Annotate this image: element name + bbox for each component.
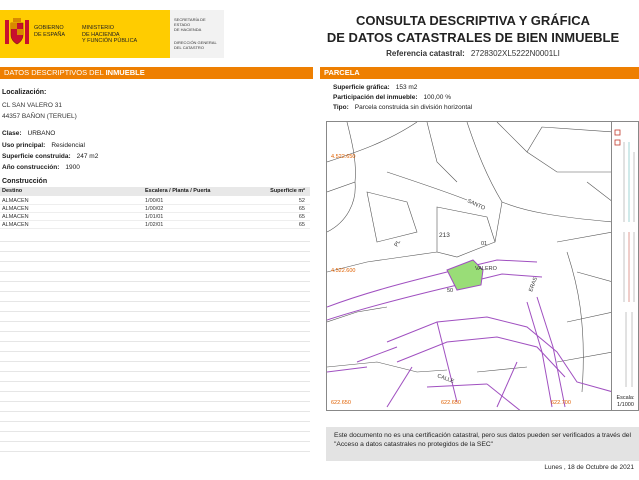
graphic-area-value: 153 m2 [395, 84, 418, 91]
ministry-line-2: DE HACIENDA [82, 31, 120, 38]
row-destino: ALMACEN [2, 222, 29, 228]
map-label-valero: VALERO [475, 266, 497, 272]
property-bar-prefix: DATOS DESCRIPTIVOS DEL [4, 68, 106, 77]
map-label-coord-y2: 4.522.600 [331, 268, 356, 274]
property-section-bar [0, 67, 313, 79]
class-field [2, 130, 55, 137]
title-line-1: CONSULTA DESCRIPTIVA Y GRÁFICA [355, 13, 590, 28]
map-label-coord-x1: 622.650 [441, 400, 461, 406]
map-legend-drawing [612, 122, 639, 412]
table-row [0, 213, 310, 221]
secretariat-title [174, 17, 222, 32]
map-legend [612, 121, 639, 411]
scale-label: Escala: [616, 395, 635, 401]
map-label-coord-y3: 622.650 [331, 400, 351, 406]
map-label-pl: PL [393, 239, 403, 248]
document-title [318, 12, 628, 46]
government-logo [0, 10, 170, 58]
title-line-2: DE DATOS CATASTRALES DE BIEN INMUEBLE [326, 30, 620, 45]
cadastral-reference-value: 2728302XL5222N0001LI [470, 49, 560, 58]
built-area-value: 247 m2 [76, 153, 99, 160]
spain-coat-of-arms-icon [4, 17, 30, 49]
cadastral-map[interactable] [326, 121, 612, 411]
table-row [0, 197, 310, 205]
parcel-bar-label: PARCELA [324, 68, 360, 77]
cadastral-map-drawing [327, 122, 612, 411]
scale-value: 1/1000 [617, 402, 634, 408]
header-escalera: Escalera / Planta / Puerta [145, 188, 211, 194]
location-label: Localización: [2, 89, 47, 96]
graphic-area-label: Superficie gráfica: [333, 84, 390, 91]
row-escalera: 1/02/01 [145, 222, 164, 228]
gov-line-2: DE ESPAÑA [34, 31, 66, 38]
government-name [34, 25, 65, 38]
row-destino: ALMACEN [2, 214, 29, 220]
directorate-line-2: DEL CATASTRO [174, 45, 204, 50]
header-destino: Destino [2, 188, 23, 194]
map-label-eras: ERAS [528, 276, 540, 293]
highlighted-parcel [447, 260, 483, 290]
year-label: Año construcción: [2, 164, 60, 171]
row-destino: ALMACEN [2, 198, 29, 204]
row-superficie: 65 [298, 206, 305, 212]
row-superficie: 65 [298, 222, 305, 228]
property-details [0, 80, 312, 452]
gov-line-1: GOBIERNO [34, 25, 64, 31]
secretariat-line-1: SECRETARÍA DE ESTADO [174, 17, 206, 27]
empty-table-lines [0, 232, 310, 452]
participation-value: 100,00 % [423, 94, 451, 101]
map-label-calle: CALLE [436, 373, 455, 385]
disclaimer-box: Este documento no es una certificación catastral, pero sus datos pueden ser verificados a través del "Acceso a datos catastrales no protegidos de la SEC" [326, 427, 639, 461]
cadastral-reference [318, 49, 628, 58]
map-label-parcel-01: 01 [481, 241, 488, 247]
header-superficie: Superficie m² [270, 188, 305, 194]
type-label: Tipo: [333, 104, 349, 111]
type-field [333, 104, 472, 111]
map-label-parcel-50: 50 [447, 288, 454, 294]
address-line-1: CL SAN VALERO 31 [2, 102, 62, 109]
row-destino: ALMACEN [2, 206, 29, 212]
year-field [2, 164, 80, 171]
construction-table-header [0, 187, 310, 196]
graphic-area-field [333, 84, 417, 91]
secretariat-box [170, 10, 224, 58]
directorate-line-1: DIRECCIÓN GENERAL [174, 40, 217, 45]
row-superficie: 65 [298, 214, 305, 220]
built-area-label: Superficie construida: [2, 153, 71, 160]
map-label-santo: SANTO [466, 198, 486, 212]
ministry-line-1: MINISTERIO [82, 25, 115, 31]
address-line-2: 44357 BAÑON (TERUEL) [2, 113, 77, 120]
row-superficie: 52 [298, 198, 305, 204]
map-label-coord-y1: 4.522.650 [331, 154, 356, 160]
ministry-line-3: Y FUNCIÓN PÚBLICA [82, 38, 138, 44]
directorate-title [174, 40, 222, 50]
table-row [0, 205, 310, 213]
map-label-parcel-213: 213 [439, 232, 450, 239]
row-escalera: 1/01/01 [145, 214, 164, 220]
document-date: Lunes , 18 de Octubre de 2021 [544, 464, 634, 471]
use-value: Residencial [51, 142, 85, 149]
row-escalera: 1/00/01 [145, 198, 164, 204]
table-row [0, 221, 310, 229]
participation-field [333, 94, 451, 101]
use-field [2, 142, 85, 149]
year-value: 1900 [65, 164, 80, 171]
property-bar-strong: INMUEBLE [105, 68, 145, 77]
parcel-section-bar [320, 67, 639, 79]
type-value: Parcela construida sin división horizontal [354, 104, 473, 111]
use-label: Uso principal: [2, 142, 46, 149]
map-scale [612, 395, 639, 409]
ministry-name [82, 25, 137, 45]
map-label-coord-x2: 622.700 [551, 400, 571, 406]
cadastral-reference-label: Referencia catastral: [386, 49, 465, 58]
built-area-field [2, 153, 98, 160]
class-value: URBANO [27, 130, 56, 137]
participation-label: Participación del inmueble: [333, 94, 418, 101]
secretariat-line-2: DE HACIENDA [174, 27, 202, 32]
class-label: Clase: [2, 130, 22, 137]
construction-heading: Construcción [2, 178, 48, 185]
row-escalera: 1/00/02 [145, 206, 164, 212]
